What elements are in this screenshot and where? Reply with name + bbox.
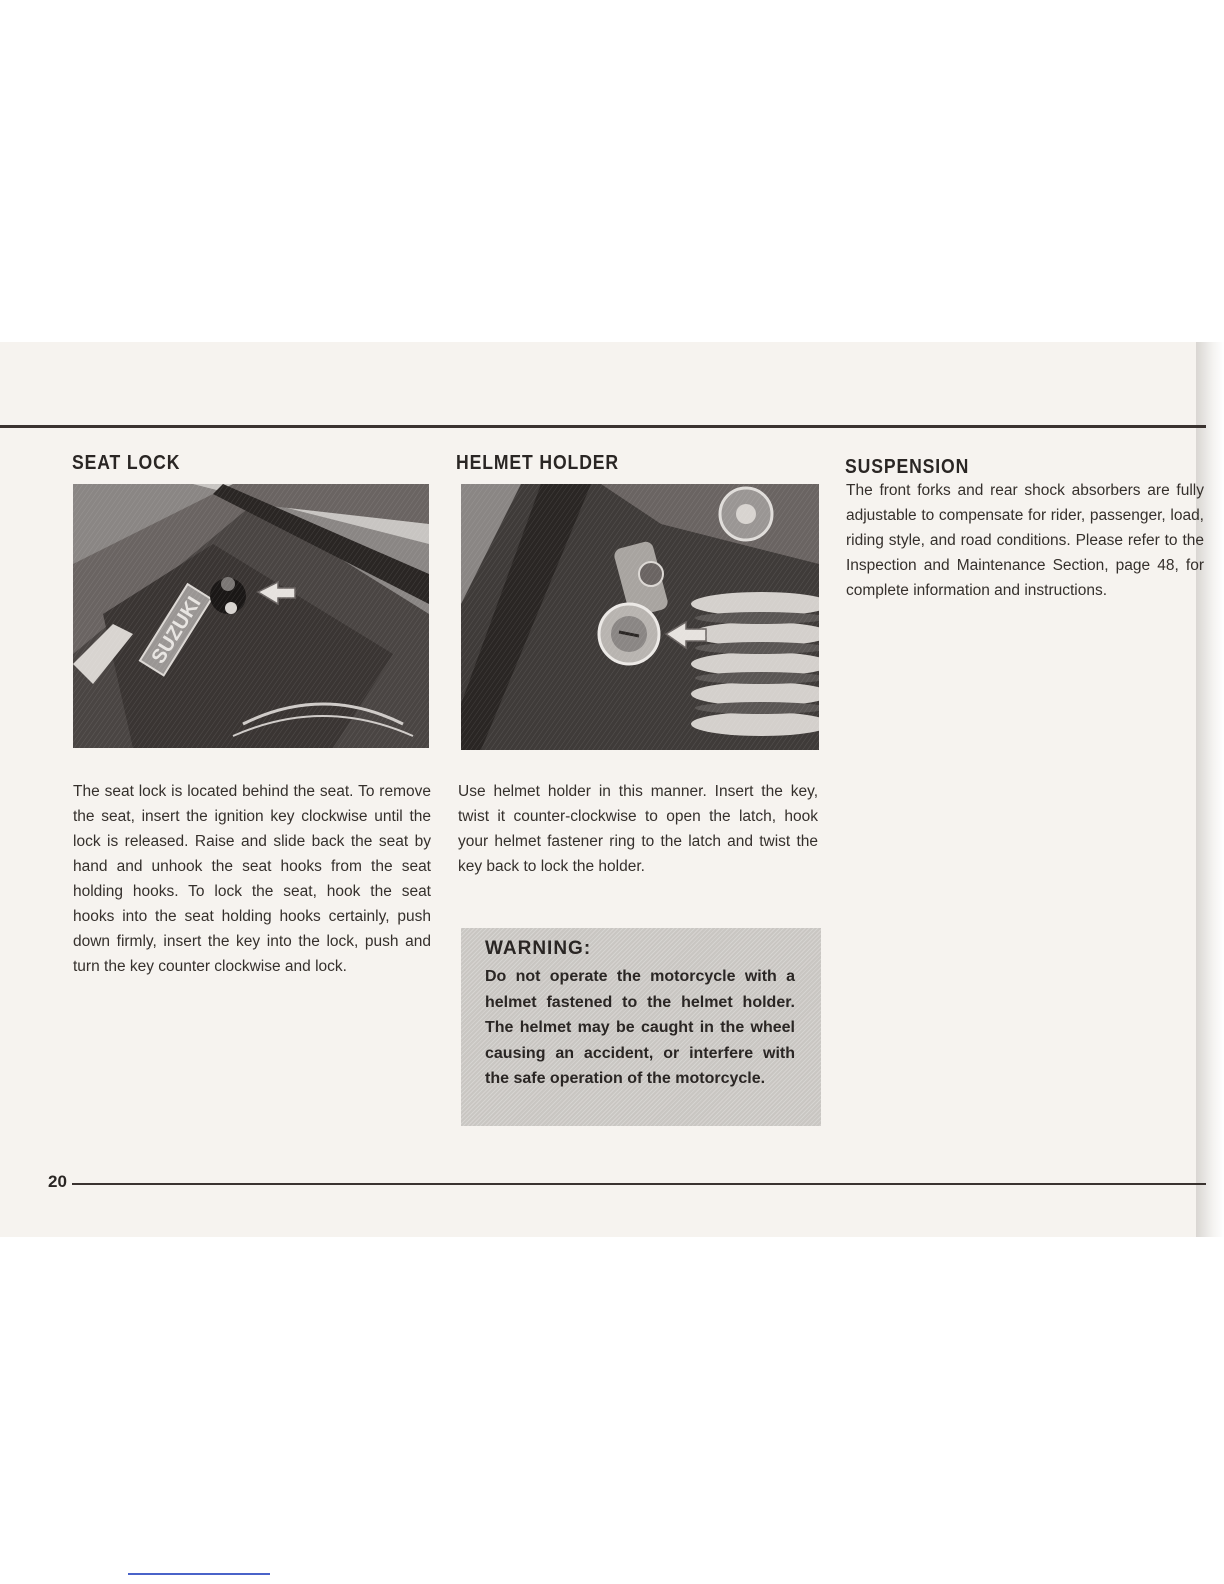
suspension-paragraph: The front forks and rear shock absorbers are fully adjustable to compensate for rider, passenger, load, riding style, and road conditions. Please refer to the Inspection and Maintenance Section, page 48, for complete information and instructions. xyxy=(846,482,1204,599)
warning-title: WARNING: xyxy=(485,938,592,959)
helmet-holder-heading: HELMET HOLDER xyxy=(456,452,619,474)
top-rule xyxy=(0,425,1206,428)
seat-lock-heading: SEAT LOCK xyxy=(72,452,181,474)
page-number: 20 xyxy=(48,1172,67,1191)
seat-lock-paragraph: The seat lock is located behind the seat. To remove the seat, insert the ignition key clockwise until the lock is released. Raise and slide back the seat by hand and unhook the seat hooks from the seat holding hooks. To lock the seat, hook the seat hooks into the seat holding hooks certainly, push down firmly, insert the key into the lock, push and turn the key counter clockwise and lock. xyxy=(73,783,431,975)
seat-lock-photo xyxy=(73,484,429,748)
bottom-rule xyxy=(72,1183,1206,1185)
page-edge-shadow xyxy=(1196,342,1224,1237)
helmet-holder-photo xyxy=(461,484,819,750)
suspension-heading: SUSPENSION xyxy=(845,456,970,478)
warning-box xyxy=(461,928,821,1126)
bottom-link-underline xyxy=(128,1573,270,1575)
helmet-holder-paragraph: Use helmet holder in this manner. Insert the key, twist it counter-clockwise to open the latch, hook your helmet fastener ring to the latch and twist the key back to lock the holder. xyxy=(458,783,818,875)
warning-text: Do not operate the motorcycle with a helmet fastened to the helmet holder. The helmet may be caught in the wheel causing an accident, or interfere with the safe operation of the motorcycle. xyxy=(485,968,795,1087)
